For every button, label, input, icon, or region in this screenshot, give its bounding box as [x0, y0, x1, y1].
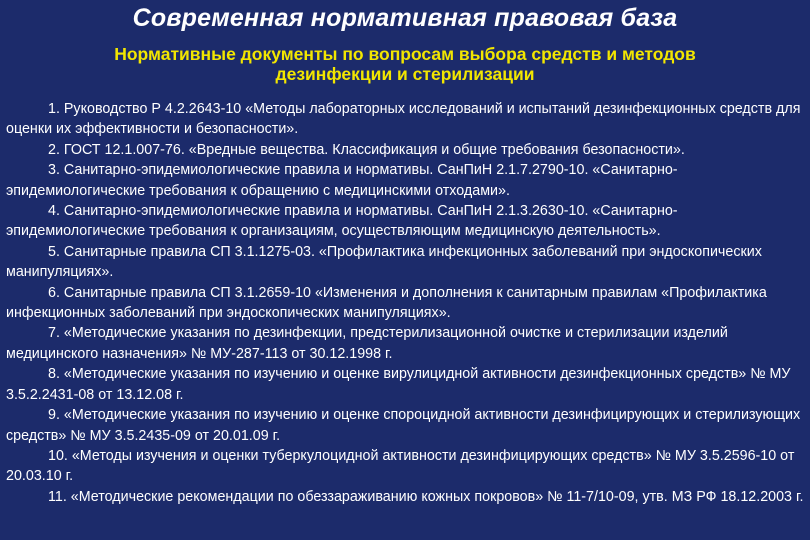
list-item: 8. «Методические указания по изучению и оценке вирулицидной активности дезинфекционных средств» № МУ 3.5.2.2431-08 от 13.12.08 г. — [6, 366, 791, 403]
list-item: 5. Санитарные правила СП 3.1.1275-03. «Профилактика инфекционных заболеваний при эндоскопических манипуляциях». — [6, 243, 762, 281]
slide-subtitle: Нормативные документы по вопросам выбора средств и методов дезинфекции и стерилизации — [114, 44, 696, 84]
list-item: 10. «Методы изучения и оценки туберкулоцидной активности дезинфицирующих средств» № МУ 3.5.2596-10 от 20.03.10 г. — [6, 447, 795, 485]
list-item: 2. ГОСТ 12.1.007-76. «Вредные вещества. Классификация и общие требования безопасности». — [48, 141, 685, 158]
list-item: 7. «Методические указания по дезинфекции, предстерилизационной очистке и стерилизации изделий медицинского назначения» № МУ-287-113 от 30.12.1998 г. — [6, 325, 728, 362]
list-item: 9. «Методические указания по изучению и оценке спороцидной активности дезинфицирующих и стерилизующих средств» № МУ 3.5.2435-09 от 20.01.09 г. — [6, 407, 801, 444]
document-list — [6, 99, 806, 507]
list-item: 3. Санитарно-эпидемиологические правила и нормативы. СанПиН 2.1.7.2790-10. «Санитарно-эпидемиологические требования к обращению с медицинскими отходами». — [6, 162, 678, 199]
list-item: 4. Санитарно-эпидемиологические правила и нормативы. СанПиН 2.1.3.2630-10. «Санитарно-эпидемиологические требования к организациям, осуществляющим медицинскую деятельность». — [6, 203, 678, 240]
slide-title: Современная нормативная правовая база — [132, 4, 678, 32]
list-item: 11. «Методические рекомендации по обеззараживанию кожных покровов» № 11-7/10-09, утв. МЗ РФ 18.12.2003 г. — [48, 488, 804, 505]
list-item: 6. Санитарные правила СП 3.1.2659-10 «Изменения и дополнения к санитарным правилам «Профилактика инфекционных заболеваний при эндоскопических манипуляциях». — [6, 284, 767, 322]
list-item: 1. Руководство Р 4.2.2643-10 «Методы лабораторных исследований и испытаний дезинфекционных средств для оценки их эффективности и безопасности». — [6, 101, 801, 138]
